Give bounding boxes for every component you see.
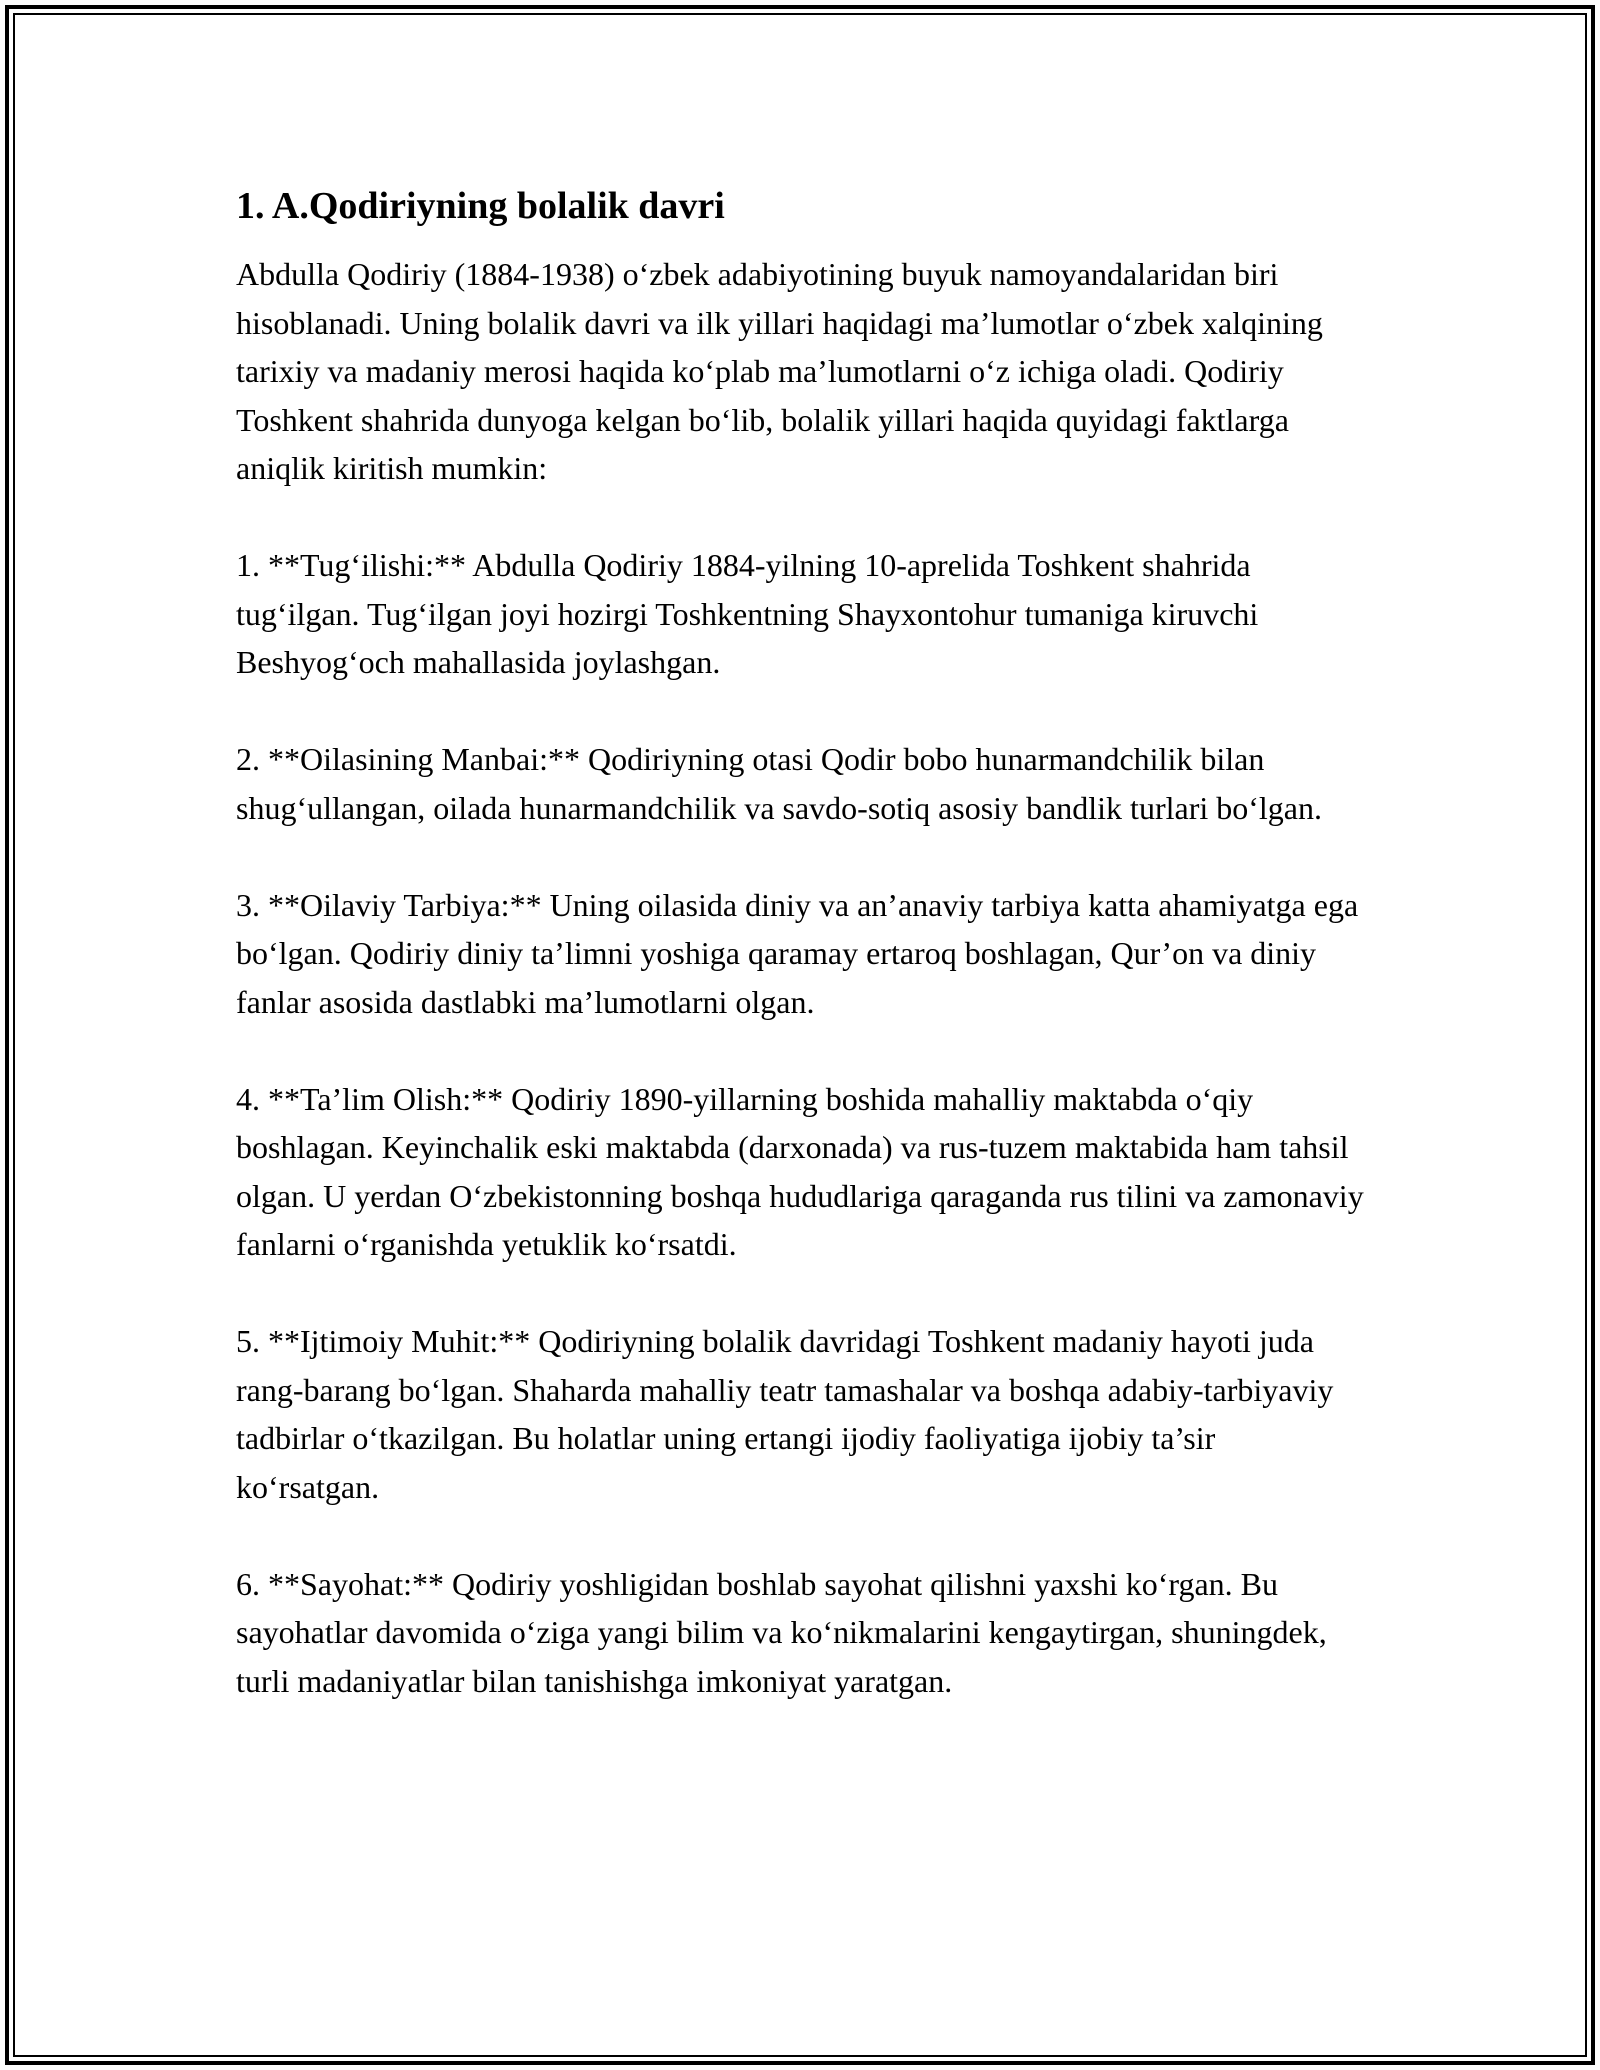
section-heading: 1. A.Qodiriyning bolalik davri [236, 185, 725, 227]
list-item-family-upbringing: 3. **Oilaviy Tarbiya:** Uning oilasida diniy va an’anaviy tarbiya katta ahamiyatga ega bo‘lgan. Qodiriy diniy ta’limni yoshiga qaramay ertaroq boshlagan, Qur’on va diniy fanlar asosida dastlabki ma’lumotlarni olgan. [236, 886, 1359, 1020]
list-item-education: 4. **Ta’lim Olish:** Qodiriy 1890-yillarning boshida mahalliy maktabda o‘qiy boshlagan. Keyinchalik eski maktabda (darxonada) va rus-tuzem maktabida ham tahsil olgan. U yerdan O‘zbekistonning boshqa hududlariga qaraganda rus tilini va zamonaviy fanlarni o‘rganishda yetuklik ko‘rsatdi. [236, 1080, 1364, 1262]
list-item-birth: 1. **Tug‘ilishi:** Abdulla Qodiriy 1884-yilning 10-aprelida Toshkent shahrida tug‘ilgan. Tug‘ilgan joyi hozirgi Toshkentning Shayxontohur tumaniga kiruvchi Beshyog‘och mahallasida joylashgan. [236, 547, 1259, 680]
list-item-travel: 6. **Sayohat:** Qodiriy yoshligidan boshlab sayohat qilishni yaxshi ko‘rgan. Bu sayohatlar davomida o‘ziga yangi bilim va ko‘nikmalarini kengaytirgan, shuningdek, turli madaniyatlar bilan tanishishga imkoniyat yaratgan. [236, 1565, 1327, 1699]
intro-paragraph: Abdulla Qodiriy (1884-1938) o‘zbek adabiyotining buyuk namoyandalaridan biri hisoblanadi. Uning bolalik davri va ilk yillari haqidagi ma’lumotlar o‘zbek xalqining tarixiy va madaniy merosi haqida ko‘plab ma’lumotlarni o‘z ichiga oladi. Qodiriy Toshkent shahrida dunyoga kelgan bo‘lib, bolalik yillari haqida quyidagi faktlarga aniqlik kiritish mumkin: [236, 256, 1323, 486]
document-body [236, 182, 1366, 1754]
list-item-family-origin: 2. **Oilasining Manbai:** Qodiriyning otasi Qodir bobo hunarmandchilik bilan shug‘ullangan, oilada hunarmandchilik va savdo-sotiq asosiy bandlik turlari bo‘lgan. [236, 741, 1322, 826]
list-item-social-environment: 5. **Ijtimoiy Muhit:** Qodiriyning bolalik davridagi Toshkent madaniy hayoti juda rang-barang bo‘lgan. Shaharda mahalliy teatr tamashalar va boshqa adabiy-tarbiyaviy tadbirlar o‘tkazilgan. Bu holatlar uning ertangi ijodiy faoliyatiga ijobiy ta’sir ko‘rsatgan. [236, 1323, 1334, 1505]
